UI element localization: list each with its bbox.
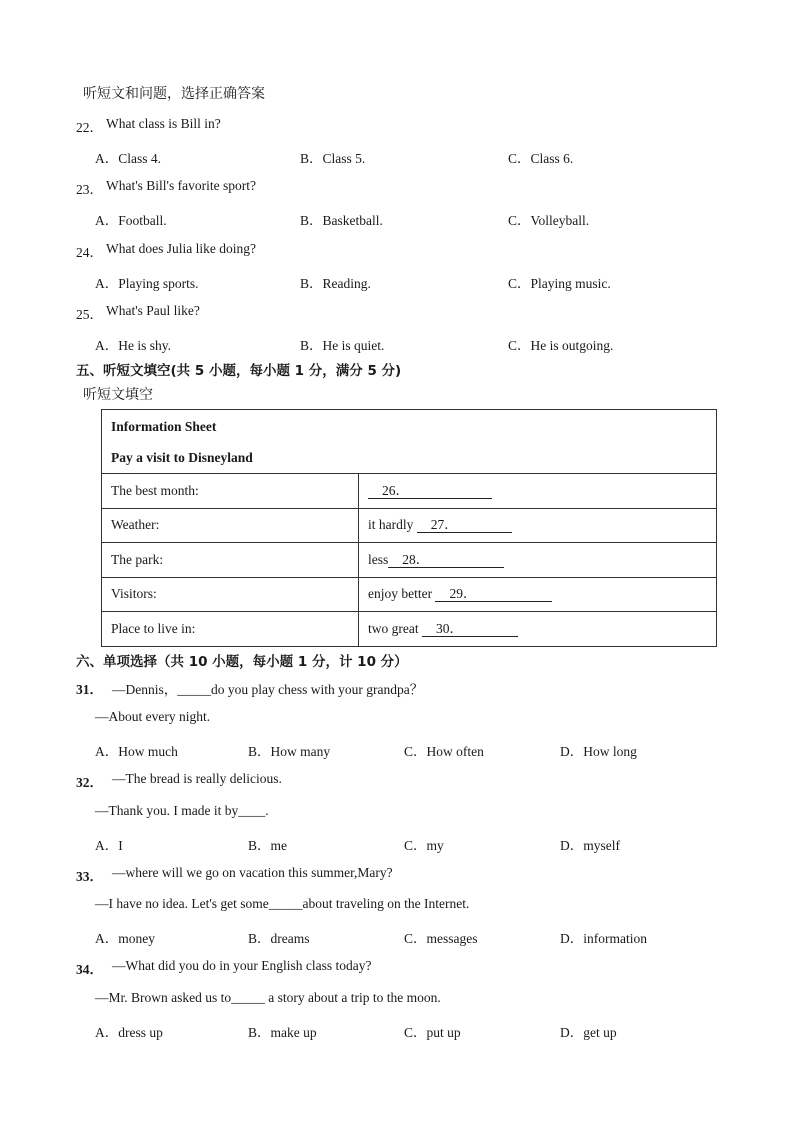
option-b: B．How many — [248, 744, 331, 759]
option-c: C．Playing music. — [508, 276, 611, 291]
row-label: The best month: — [102, 474, 359, 509]
answer-blank-27[interactable]: 27． — [417, 518, 512, 533]
option-c: C．He is outgoing. — [508, 338, 614, 353]
answer-blank-28[interactable]: 28． — [388, 553, 504, 568]
option-a: A．money — [95, 931, 155, 946]
question-number: 34． — [76, 962, 103, 977]
fill-in-instruction: 听短文填空 — [83, 387, 153, 403]
question-number: 22． — [76, 120, 103, 135]
table-row — [102, 577, 717, 612]
question-number: 32． — [76, 775, 103, 790]
answer-blank-29[interactable]: 29． — [435, 587, 552, 602]
row-answer — [359, 612, 717, 647]
option-d: D．myself — [560, 838, 620, 853]
option-c: C．my — [404, 838, 444, 853]
question-line-2: —Thank you. I made it by____. — [95, 803, 269, 818]
option-b: B．Basketball. — [300, 213, 383, 228]
row-label: Place to live in: — [102, 612, 359, 647]
row-answer — [359, 508, 717, 543]
answer-blank-30[interactable]: 30． — [422, 622, 518, 637]
answer-blank-26[interactable]: 26． — [368, 484, 492, 499]
option-d: D．get up — [560, 1025, 617, 1040]
option-a: A．Football. — [95, 213, 167, 228]
row-answer — [359, 577, 717, 612]
question-text: What's Paul like? — [106, 303, 200, 318]
option-d: D．information — [560, 931, 647, 946]
section-5-heading: 五、听短文填空(共 5 小题，每小题 1 分，满分 5 分) — [76, 363, 402, 379]
option-c: C．Volleyball. — [508, 213, 590, 228]
option-c: C．put up — [404, 1025, 461, 1040]
question-line-1: —where will we go on vacation this summer,Mary? — [112, 865, 393, 880]
option-c: C．How often — [404, 744, 484, 759]
answer-prefix: it hardly — [368, 517, 414, 533]
sheet-title: Information Sheet — [111, 418, 217, 434]
question-number: 24． — [76, 245, 103, 260]
option-b: B．make up — [248, 1025, 317, 1040]
question-line-2: —I have no idea. Let's get some_____about traveling on the Internet. — [95, 896, 470, 911]
question-line-2: —About every night. — [95, 709, 211, 724]
question-number: 31． — [76, 682, 103, 697]
option-b: B．He is quiet. — [300, 338, 385, 353]
question-number: 23． — [76, 182, 103, 197]
answer-prefix: less — [368, 551, 389, 567]
row-label: Visitors: — [102, 577, 359, 612]
question-number: 25． — [76, 307, 103, 322]
table-row — [102, 543, 717, 578]
question-number: 33． — [76, 869, 103, 884]
option-d: D．How long — [560, 744, 637, 759]
row-label: The park: — [102, 543, 359, 578]
option-b: B．Class 5. — [300, 151, 366, 166]
table-row — [102, 474, 717, 509]
listening-instruction: 听短文和问题，选择正确答案 — [83, 86, 265, 102]
question-line-1: —The bread is really delicious. — [112, 771, 282, 786]
option-b: B．dreams — [248, 931, 310, 946]
option-a: A．I — [95, 838, 123, 853]
table-header — [102, 410, 717, 474]
section-6-heading: 六、单项选择（共 10 小题，每小题 1 分，计 10 分） — [76, 654, 408, 670]
option-c: C．messages — [404, 931, 478, 946]
table-row — [102, 508, 717, 543]
option-a: A．dress up — [95, 1025, 163, 1040]
option-b: B．Reading. — [300, 276, 371, 291]
answer-prefix: enjoy better — [368, 586, 433, 602]
question-text: What does Julia like doing? — [106, 241, 256, 256]
question-text: What class is Bill in? — [106, 116, 221, 131]
option-a: A．Class 4. — [95, 151, 162, 166]
option-b: B．me — [248, 838, 287, 853]
option-a: A．Playing sports. — [95, 276, 199, 291]
question-line-1: —What did you do in your English class today? — [112, 958, 372, 973]
sheet-subtitle: Pay a visit to Disneyland — [111, 449, 253, 465]
option-c: C．Class 6. — [508, 151, 574, 166]
option-a: A．He is shy. — [95, 338, 171, 353]
answer-prefix: two great — [368, 620, 419, 636]
row-answer — [359, 543, 717, 578]
information-sheet-table — [101, 409, 717, 647]
question-text: What's Bill's favorite sport? — [106, 178, 256, 193]
question-line-2: —Mr. Brown asked us to_____ a story about a trip to the moon. — [95, 990, 441, 1005]
table-row — [102, 612, 717, 647]
option-a: A．How much — [95, 744, 178, 759]
row-label: Weather: — [102, 508, 359, 543]
question-line-1: —Dennis，_____do you play chess with your grandpa？ — [112, 682, 424, 697]
row-answer — [359, 474, 717, 509]
